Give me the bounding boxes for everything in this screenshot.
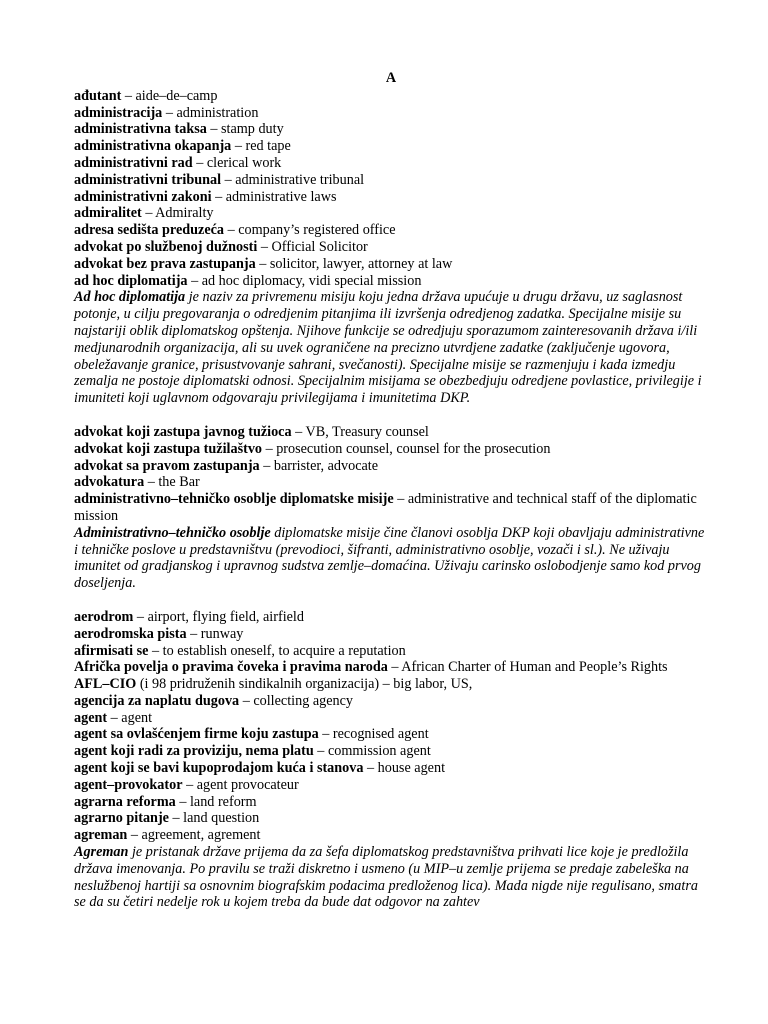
entry-separator: – (393, 491, 408, 508)
entry-term: agent–provokator (74, 776, 183, 793)
glossary-entry (74, 189, 708, 206)
entry-definition: agent provocateur (196, 776, 299, 793)
entry-definition: runway (200, 625, 244, 642)
entry-term: agrarno pitanje (74, 810, 169, 827)
entry-definition: stamp duty (221, 121, 284, 138)
entry-separator: – (363, 760, 378, 777)
entry-separator: – (387, 659, 402, 676)
entry-term: advokat po službenoj dužnosti (74, 238, 258, 255)
entry-definition: agent (121, 709, 153, 726)
entry-term: administrativni zakoni (74, 188, 212, 205)
glossary-entry (74, 239, 708, 256)
entry-separator: – (239, 692, 254, 709)
entry-definition: land question (183, 810, 260, 827)
glossary-entry (74, 273, 708, 290)
entry-separator: – (291, 423, 306, 440)
entry-term: agent sa ovlašćenjem firme koju zastupa (74, 726, 319, 743)
entry-separator: – (259, 457, 274, 474)
entry-definition: house agent (377, 760, 446, 777)
paragraph-gap (74, 592, 708, 609)
entry-definition: ad hoc diplomacy, vidi special mission (201, 272, 422, 289)
entry-definition: VB, Treasury counsel (305, 423, 429, 440)
glossary-entry (74, 138, 708, 155)
entry-separator: – (144, 474, 159, 491)
glossary-entry (74, 424, 708, 441)
entry-separator: – (175, 793, 190, 810)
glossary-entry (74, 256, 708, 273)
entry-separator: – (206, 121, 222, 138)
entry-definition: barrister, advocate (273, 457, 379, 474)
glossary-entry (74, 491, 708, 525)
entry-separator: – (255, 255, 270, 272)
glossary-entry (74, 609, 708, 626)
entry-term: adresa sedišta preduzeća (74, 222, 225, 239)
glossary-entry (74, 458, 708, 475)
entry-definition: recognised agent (332, 726, 429, 743)
entry-separator: – (141, 205, 156, 222)
glossary-entry (74, 659, 708, 676)
entry-separator: – (313, 743, 328, 760)
entry-term: agencija za naplatu dugova (74, 692, 240, 709)
entry-separator: – (168, 810, 184, 827)
entry-definition: the Bar (158, 474, 200, 491)
entry-separator: – (187, 272, 202, 289)
entry-definition: administrative tribunal (235, 171, 365, 188)
entry-term: advokat sa pravom zastupanja (74, 457, 260, 474)
entry-term: administrativni tribunal (74, 171, 222, 188)
entry-definition: airport, flying field, airfield (147, 608, 304, 625)
entry-definition: administrative laws (225, 188, 337, 205)
entry-term: ad hoc diplomatija (74, 272, 188, 289)
entry-definition: administration (176, 104, 259, 121)
entry-separator: – (107, 709, 122, 726)
entry-separator: – (257, 238, 272, 255)
glossary-entry (74, 710, 708, 727)
entry-term: agent koji se bavi kupoprodajom kuća i stanova (74, 760, 364, 777)
entry-separator: – (192, 154, 207, 171)
glossary-entry (74, 794, 708, 811)
glossary-entry (74, 777, 708, 794)
glossary-entry (74, 172, 708, 189)
explanatory-note (74, 289, 708, 407)
glossary-entry (74, 810, 708, 827)
entry-definition: Admiralty (155, 205, 214, 222)
entry-separator: – (262, 440, 277, 457)
entry-term: administrativni rad (74, 154, 193, 171)
entry-term: administrativno–tehničko osoblje diplomatske misije (74, 491, 394, 508)
glossary-entry (74, 88, 708, 105)
glossary-entry (74, 626, 708, 643)
entry-definition: commission agent (327, 743, 431, 760)
note-text: je pristanak države prijema da za šefa diplomatskog predstavništva prihvati lice koje je predložila država imenovanja. Po pravilu se traži diskretno i usmeno (u MIP–u zemlje prijema se predaje zabeleška na neslužbenoj hartiji sa osnovnim biografskim podacima predloženog lica). Mada nigde nije regulisano, smatra se da su četiri nedelje rok u kojem treba da bude dat odgovor na zahtev (74, 844, 698, 911)
note-text: diplomatske misije čine članovi osoblja DKP koji obavljaju administrativne i tehničke poslove u predstavništvu (prevodioci, šifranti, administrativno osoblje, vozači i sl.). Ne uživaju imunitet od gradjanskog i upravnog sudstva zemlje–domaćina. Uživaju carinsko oslobodjenje samo kod prvog doseljenja. (74, 524, 705, 592)
note-term: Ad hoc diplomatija (74, 289, 186, 306)
entry-definition: African Charter of Human and People’s Rights (401, 659, 668, 676)
entry-separator: – (211, 188, 226, 205)
entry-separator: – (133, 608, 148, 625)
entry-term: Afrička povelja o pravima čoveka i pravima naroda (74, 659, 388, 676)
explanatory-note (74, 844, 708, 911)
entry-separator: – (221, 171, 236, 188)
entry-definition: agreement, agrement (141, 827, 261, 844)
glossary-entry (74, 743, 708, 760)
explanatory-note (74, 525, 708, 592)
entry-term: agrarna reforma (74, 793, 176, 810)
glossary-entry (74, 222, 708, 239)
glossary-entry (74, 726, 708, 743)
entry-term: aerodromska pista (74, 625, 187, 642)
entry-definition: solicitor, lawyer, attorney at law (269, 255, 453, 272)
entry-separator: – (231, 138, 246, 155)
entry-definition: aide–de–camp (135, 87, 218, 104)
entry-separator: – (121, 87, 136, 104)
note-text: je naziv za privremenu misiju koju jedna država upućuje u drugu državu, uz saglasnost potonje, u cilju pregovaranja o odredjenim pitanjima ili izvršenja odredjenog zadatka. Specijalne misije su najstariji oblik diplomatskog opštenja. Njihove funkcije se odredjuju sporazumom zainteresovanih država i/ili medjunarodnih organizacija, ali su uvek ograničene na precizno utvrdjene zadatke (zaključenje ugovora, obeležavanje granice, prisustvovanje sahrani, svečanosti). Specijalne misije se razmenjuju i kada izmedju zemalja ne postoje diplomatski odnosi. Specijalnim misijama se obezbedjuju odredjene povlastice, privilegije i imuniteti koji uglavnom odgovaraju privilegijama i imunitetima DKP. (74, 289, 702, 407)
entry-term: administrativna okapanja (74, 138, 232, 155)
entry-term: advokat koji zastupa tužilaštvo (74, 440, 263, 457)
entry-term: administracija (74, 104, 163, 121)
entry-term: agreman (74, 827, 128, 844)
entry-definition: administrative and technical staff of the diplomatic mission (74, 491, 697, 524)
entry-definition: prosecution counsel, counsel for the prosecution (276, 440, 551, 457)
entry-term: advokat bez prava zastupanja (74, 255, 256, 272)
entry-definition: collecting agency (253, 692, 354, 709)
note-term: Agreman (74, 844, 129, 861)
entry-term: agent (74, 709, 108, 726)
entry-separator: – (162, 104, 177, 121)
glossary-entry (74, 474, 708, 491)
glossary-entry (74, 693, 708, 710)
glossary-entry (74, 643, 708, 660)
entry-separator: (i 98 pridruženih sindikalnih organizacija) – (136, 676, 394, 693)
entry-term: administrativna taksa (74, 121, 207, 138)
entry-separator: – (182, 776, 197, 793)
entry-separator: – (318, 726, 333, 743)
glossary-content (74, 88, 708, 911)
entry-definition: company’s registered office (238, 222, 396, 239)
entry-definition: land reform (189, 793, 257, 810)
entry-term: AFL–CIO (74, 676, 137, 693)
entry-separator: – (127, 827, 142, 844)
entry-term: agent koji radi za proviziju, nema platu (74, 743, 314, 760)
entry-definition: red tape (245, 138, 291, 155)
glossary-entry (74, 676, 708, 693)
entry-separator: – (224, 222, 239, 239)
entry-term: aerodrom (74, 608, 134, 625)
glossary-entry (74, 205, 708, 222)
glossary-entry (74, 827, 708, 844)
glossary-entry (74, 105, 708, 122)
entry-separator: – (186, 625, 201, 642)
paragraph-gap (74, 407, 708, 424)
glossary-entry (74, 121, 708, 138)
section-letter: A (385, 70, 397, 86)
entry-definition: Official Solicitor (271, 238, 368, 255)
glossary-entry (74, 155, 708, 172)
glossary-entry (74, 760, 708, 777)
entry-term: ađutant (74, 87, 122, 104)
entry-term: advokat koji zastupa javnog tužioca (74, 423, 292, 440)
note-term: Administrativno–tehničko osoblje (74, 524, 271, 541)
entry-definition: clerical work (206, 154, 282, 171)
entry-definition: to establish oneself, to acquire a reputation (162, 642, 406, 659)
glossary-entry (74, 441, 708, 458)
entry-separator: – (148, 642, 163, 659)
entry-definition: big labor, US, (393, 676, 473, 693)
entry-term: admiralitet (74, 205, 142, 222)
entry-term: advokatura (74, 474, 145, 491)
entry-term: afirmisati se (74, 642, 149, 659)
